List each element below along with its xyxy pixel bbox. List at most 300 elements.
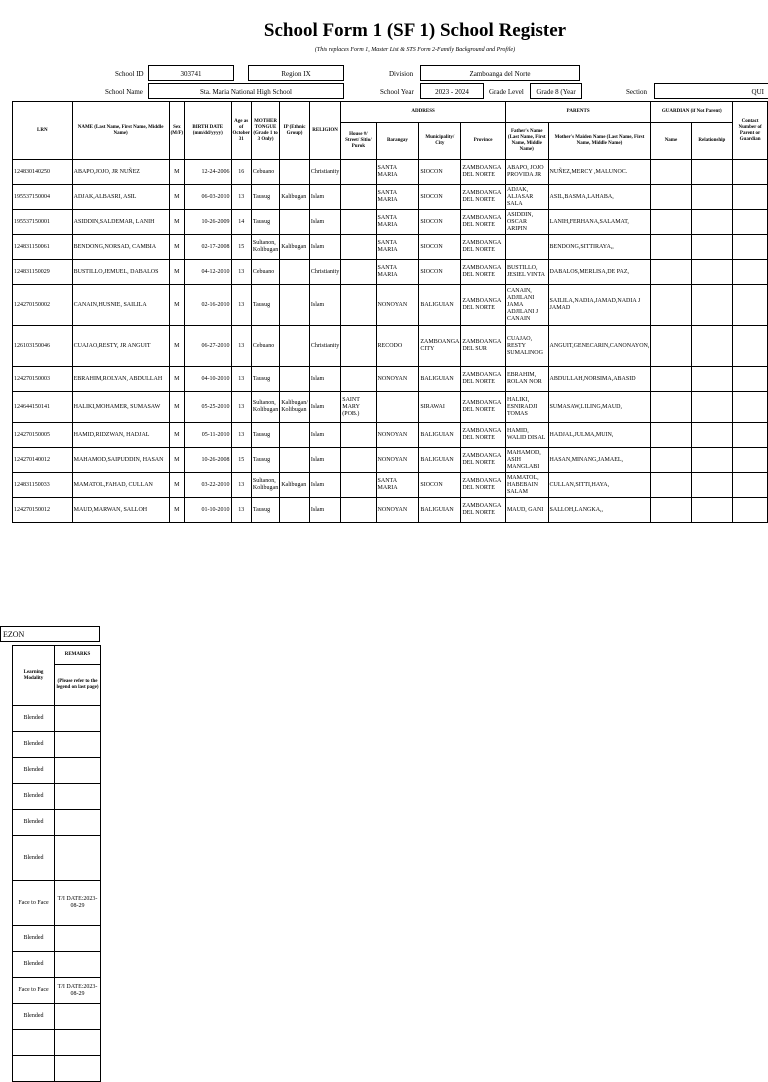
school-id-field: 303741	[148, 65, 234, 81]
cell-remarks	[55, 836, 101, 881]
table-row	[13, 210, 768, 235]
remarks-row	[13, 881, 101, 926]
cell-municipality: BALIGUIAN	[419, 367, 461, 392]
region-field: Region IX	[248, 65, 344, 81]
cell-age: 13	[231, 392, 251, 423]
cell-municipality: SIOCON	[419, 235, 461, 260]
col-remarks-note: (Please refer to the legend on last page)	[55, 665, 101, 706]
col-barangay: Barangay	[376, 123, 419, 160]
cell-province: ZAMBOANGA DEL NORTE	[461, 473, 506, 498]
table-row	[13, 185, 768, 210]
cell-remarks: T/I DATE:2023-08-29	[55, 881, 101, 926]
cell-father: MAUD, GANI	[505, 498, 548, 523]
cell-age: 15	[231, 235, 251, 260]
cell-guardian-relationship	[691, 423, 733, 448]
cell-sex: M	[169, 498, 185, 523]
cell-sex: M	[169, 448, 185, 473]
cell-lrn: 195537150004	[13, 185, 73, 210]
cell-guardian-name	[651, 392, 691, 423]
cell-mother-tongue: Tausug	[251, 498, 279, 523]
cell-age: 13	[231, 285, 251, 326]
col-age: Age as of October 31	[231, 102, 251, 160]
cell-learning-modality: Face to Face	[13, 881, 55, 926]
table-row	[13, 423, 768, 448]
cell-sex: M	[169, 160, 185, 185]
cell-learning-modality: Blended	[13, 758, 55, 784]
cell-sex: M	[169, 210, 185, 235]
cell-municipality: SIRAWAI	[419, 392, 461, 423]
cell-mother: ANGUIT,GENECARIN,CANONAYON,	[548, 326, 651, 367]
cell-barangay: NONOYAN	[376, 285, 419, 326]
cell-name: BUSTILLO,JEMUEL, DABALOS	[72, 260, 169, 285]
cell-mother: HADJAL,JULMA,MUIN,	[548, 423, 651, 448]
cell-ip	[280, 210, 310, 235]
cell-mother-tongue: Cebuano	[251, 260, 279, 285]
cell-sex: M	[169, 326, 185, 367]
cell-religion: Islam	[309, 285, 340, 326]
cell-age: 14	[231, 210, 251, 235]
cell-house: SAINT MARY (POB.)	[341, 392, 376, 423]
col-guardian-name: Name	[651, 123, 691, 160]
cell-lrn: 124270150005	[13, 423, 73, 448]
cell-birth-date: 02-16-2010	[185, 285, 231, 326]
col-guardian-relationship: Relationship	[691, 123, 733, 160]
cell-religion: Christianity	[309, 160, 340, 185]
cell-name: HAMID,RIDZWAN, HADJAL	[72, 423, 169, 448]
cell-name: ABAPO,JOJO, JR NUÑEZ	[72, 160, 169, 185]
cell-age: 13	[231, 473, 251, 498]
cell-remarks	[55, 1004, 101, 1030]
remarks-row	[13, 758, 101, 784]
cell-sex: M	[169, 473, 185, 498]
cell-guardian-name	[651, 285, 691, 326]
table-row	[13, 326, 768, 367]
cell-province: ZAMBOANGA DEL NORTE	[461, 448, 506, 473]
cell-mother-tongue: Cebuano	[251, 326, 279, 367]
cell-age: 13	[231, 423, 251, 448]
cell-municipality: SIOCON	[419, 160, 461, 185]
cell-municipality: SIOCON	[419, 210, 461, 235]
col-contact: Contact Number of Parent or Guardian	[733, 102, 768, 160]
cell-name: MAHAMOD,SAIPUDDIN, HASAN	[72, 448, 169, 473]
cell-municipality: ZAMBOANGA CITY	[419, 326, 461, 367]
cell-guardian-name	[651, 367, 691, 392]
cell-religion: Christianity	[309, 326, 340, 367]
school-name-field: Sta. Maria National High School	[148, 83, 344, 99]
cell-guardian-relationship	[691, 326, 733, 367]
division-field: Zamboanga del Norte	[420, 65, 580, 81]
cell-house	[341, 210, 376, 235]
cell-mother-tongue: Tausug	[251, 210, 279, 235]
remarks-row	[13, 784, 101, 810]
cell-contact	[733, 326, 768, 367]
cell-mother-tongue: Tausug	[251, 367, 279, 392]
cell-province: ZAMBOANGA DEL NORTE	[461, 185, 506, 210]
cell-birth-date: 05-25-2010	[185, 392, 231, 423]
cell-province: ZAMBOANGA DEL NORTE	[461, 160, 506, 185]
cell-barangay: SANTA MARIA	[376, 260, 419, 285]
cell-guardian-relationship	[691, 260, 733, 285]
cell-barangay: NONOYAN	[376, 367, 419, 392]
cell-birth-date: 04-12-2010	[185, 260, 231, 285]
cell-contact	[733, 235, 768, 260]
table-row	[13, 473, 768, 498]
cell-ip	[280, 498, 310, 523]
col-ip: IP (Ethnic Group)	[280, 102, 310, 160]
cell-learning-modality	[13, 1056, 55, 1082]
remarks-row	[13, 836, 101, 881]
cell-barangay: SANTA MARIA	[376, 473, 419, 498]
cell-house	[341, 498, 376, 523]
cell-learning-modality: Blended	[13, 706, 55, 732]
cell-remarks	[55, 1056, 101, 1082]
cell-father: HAMID, WALID DISAL	[505, 423, 548, 448]
col-name: NAME (Last Name, First Name, Middle Name)	[72, 102, 169, 160]
col-house: House #/ Street/ Sitio/ Purok	[341, 123, 376, 160]
cell-guardian-relationship	[691, 185, 733, 210]
col-municipality: Municipality/ City	[419, 123, 461, 160]
remarks-row	[13, 1004, 101, 1030]
cell-mother-tongue: Cebuano	[251, 160, 279, 185]
cell-religion: Islam	[309, 367, 340, 392]
cell-province: ZAMBOANGA DEL SUR	[461, 326, 506, 367]
cell-guardian-name	[651, 210, 691, 235]
cell-name: CANAIN,HUSNIE, SAILILA	[72, 285, 169, 326]
cell-remarks	[55, 952, 101, 978]
cell-name: CUAJAO,RESTY, JR ANGUIT	[72, 326, 169, 367]
cell-sex: M	[169, 235, 185, 260]
cell-name: HALIKI,MOHAMER, SUMASAW	[72, 392, 169, 423]
cell-sex: M	[169, 260, 185, 285]
cell-province: ZAMBOANGA DEL NORTE	[461, 210, 506, 235]
cell-father: ABAPO, JOJO PROVIDA JR	[505, 160, 548, 185]
remarks-row	[13, 926, 101, 952]
cell-father: EBRAHIM, ROLAN NOR	[505, 367, 548, 392]
remarks-row	[13, 732, 101, 758]
grade-level-field: Grade 8 (Year	[530, 83, 582, 99]
cell-father: MAHAMOD, ASIH MANGLABI	[505, 448, 548, 473]
cell-father: HALIKI, ESNIRADJI TOMAS	[505, 392, 548, 423]
school-year-label: School Year	[380, 88, 414, 96]
cell-municipality: BALIGUIAN	[419, 285, 461, 326]
cell-name: MAMATOL,FAHAD, CULLAN	[72, 473, 169, 498]
table-row	[13, 285, 768, 326]
form-subtitle: (This replaces Form 1, Master List & STS Form 2-Family Background and Profile)	[314, 47, 516, 53]
cell-birth-date: 03-22-2010	[185, 473, 231, 498]
cell-house	[341, 367, 376, 392]
cell-remarks	[55, 1030, 101, 1056]
cell-barangay: NONOYAN	[376, 448, 419, 473]
col-father: Father's Name (Last Name, First Name, Middle Name)	[505, 123, 548, 160]
cell-guardian-name	[651, 326, 691, 367]
cell-guardian-name	[651, 423, 691, 448]
division-label: Division	[389, 70, 414, 78]
cell-sex: M	[169, 392, 185, 423]
remarks-table	[12, 645, 101, 1082]
table-row	[13, 235, 768, 260]
cell-religion: Islam	[309, 448, 340, 473]
cell-lrn: 124270150012	[13, 498, 73, 523]
cell-learning-modality: Blended	[13, 784, 55, 810]
cell-mother: SUMASAW,LILING,MAUD,	[548, 392, 651, 423]
school-name-label: School Name	[105, 88, 143, 96]
cell-remarks	[55, 810, 101, 836]
cell-contact	[733, 260, 768, 285]
cell-barangay: SANTA MARIA	[376, 210, 419, 235]
cell-mother: DABALOS,MERLISA,DE PAZ,	[548, 260, 651, 285]
cell-name: ASIDDIN,SALDEMAR, LANIH	[72, 210, 169, 235]
col-sex: Sex (M/F)	[169, 102, 185, 160]
cell-guardian-relationship	[691, 210, 733, 235]
cell-age: 13	[231, 260, 251, 285]
cell-mother-tongue: Sultanon, Kolibugan	[251, 235, 279, 260]
cell-house	[341, 285, 376, 326]
cell-father	[505, 235, 548, 260]
cell-lrn: 126103150046	[13, 326, 73, 367]
cell-municipality: BALIGUIAN	[419, 498, 461, 523]
cell-religion: Islam	[309, 498, 340, 523]
col-address: ADDRESS	[341, 102, 506, 123]
cell-lrn: 195537150001	[13, 210, 73, 235]
col-guardian: GUARDIAN (if Not Parent)	[651, 102, 733, 123]
col-religion: RELIGION	[309, 102, 340, 160]
cell-mother: HASAN,MINANG,JAMAEL,	[548, 448, 651, 473]
remarks-row	[13, 1056, 101, 1082]
cell-age: 13	[231, 185, 251, 210]
col-province: Province	[461, 123, 506, 160]
cell-municipality: BALIGUIAN	[419, 423, 461, 448]
cell-guardian-name	[651, 235, 691, 260]
cell-guardian-relationship	[691, 473, 733, 498]
cell-lrn: 124270150003	[13, 367, 73, 392]
cell-house	[341, 473, 376, 498]
cell-learning-modality: Blended	[13, 926, 55, 952]
cell-birth-date: 01-10-2010	[185, 498, 231, 523]
cell-mother-tongue: Sultanon, Kolibugan	[251, 392, 279, 423]
cell-guardian-relationship	[691, 392, 733, 423]
remarks-row	[13, 952, 101, 978]
cell-contact	[733, 185, 768, 210]
cell-barangay	[376, 392, 419, 423]
cell-province: ZAMBOANGA DEL NORTE	[461, 367, 506, 392]
remarks-row	[13, 706, 101, 732]
table-row	[13, 448, 768, 473]
cell-municipality: SIOCON	[419, 185, 461, 210]
cell-ip: Kalibugan	[280, 235, 310, 260]
cell-mother-tongue: Tausug	[251, 423, 279, 448]
cell-contact	[733, 210, 768, 235]
cell-remarks	[55, 732, 101, 758]
cell-barangay: NONOYAN	[376, 498, 419, 523]
cell-house	[341, 260, 376, 285]
section-field: QUI	[654, 83, 768, 99]
cell-municipality: SIOCON	[419, 260, 461, 285]
cell-guardian-name	[651, 473, 691, 498]
cell-barangay: SANTA MARIA	[376, 160, 419, 185]
cell-birth-date: 06-27-2010	[185, 326, 231, 367]
cell-father: MAMATOL, HABEBAIN SALAM	[505, 473, 548, 498]
cell-birth-date: 10-26-2009	[185, 210, 231, 235]
cell-municipality: SIOCON	[419, 473, 461, 498]
cell-name: EBRAHIM,ROLYAN, ABDULLAH	[72, 367, 169, 392]
cell-birth-date: 12-24-2006	[185, 160, 231, 185]
cell-house	[341, 235, 376, 260]
cell-house	[341, 448, 376, 473]
cell-province: ZAMBOANGA DEL NORTE	[461, 498, 506, 523]
cell-guardian-name	[651, 448, 691, 473]
grade-level-label: Grade Level	[489, 88, 524, 96]
cell-mother: CULLAN,SITTI,HAYA,	[548, 473, 651, 498]
cell-age: 15	[231, 448, 251, 473]
cell-lrn: 124831150033	[13, 473, 73, 498]
col-birth-date: BIRTH DATE (mm/dd/yyyy)	[185, 102, 231, 160]
cell-mother: SALLOH,LANGKA,,	[548, 498, 651, 523]
cell-learning-modality: Face to Face	[13, 978, 55, 1004]
cell-religion: Islam	[309, 235, 340, 260]
cell-mother-tongue: Tausug	[251, 285, 279, 326]
cell-ip	[280, 326, 310, 367]
cell-learning-modality	[13, 1030, 55, 1056]
cell-lrn: 124644150141	[13, 392, 73, 423]
cell-remarks: T/I DATE:2023-08-29	[55, 978, 101, 1004]
cell-house	[341, 326, 376, 367]
cell-birth-date: 05-11-2010	[185, 423, 231, 448]
table-row	[13, 392, 768, 423]
cell-barangay: RECODO	[376, 326, 419, 367]
cell-religion: Islam	[309, 392, 340, 423]
cell-contact	[733, 160, 768, 185]
cell-learning-modality: Blended	[13, 952, 55, 978]
cell-sex: M	[169, 423, 185, 448]
cell-lrn: 124830140250	[13, 160, 73, 185]
cell-barangay: SANTA MARIA	[376, 185, 419, 210]
register-table	[12, 101, 768, 523]
cell-lrn: 124270150002	[13, 285, 73, 326]
col-mother: Mother's Maiden Name (Last Name, First Name, Middle Name)	[548, 123, 651, 160]
cell-contact	[733, 285, 768, 326]
cell-religion: Islam	[309, 423, 340, 448]
cell-contact	[733, 392, 768, 423]
cell-mother-tongue: Sultanon, Kolibugan	[251, 473, 279, 498]
cell-age: 13	[231, 498, 251, 523]
cell-birth-date: 04-10-2010	[185, 367, 231, 392]
cell-province: ZAMBOANGA DEL NORTE	[461, 423, 506, 448]
col-parents: PARENTS	[505, 102, 650, 123]
cell-municipality: BALIGUIAN	[419, 448, 461, 473]
cell-province: ZAMBOANGA DEL NORTE	[461, 285, 506, 326]
cell-ip	[280, 448, 310, 473]
cell-lrn: 124831150029	[13, 260, 73, 285]
cell-contact	[733, 498, 768, 523]
cell-name: BENDONG,NORSAD, CAMBIA	[72, 235, 169, 260]
cell-ip: Kalibugan	[280, 473, 310, 498]
cell-mother: ASIL,BASMA,LAHABA,	[548, 185, 651, 210]
cell-ip	[280, 423, 310, 448]
cell-age: 13	[231, 367, 251, 392]
cell-guardian-relationship	[691, 498, 733, 523]
cell-father: CUAJAO, RESTY SUMALINOG	[505, 326, 548, 367]
cell-remarks	[55, 706, 101, 732]
cell-birth-date: 10-26-2008	[185, 448, 231, 473]
cell-father: ADJAK, ALJASAR SALA	[505, 185, 548, 210]
cell-guardian-relationship	[691, 448, 733, 473]
col-learning-modality: Learning Modality	[13, 646, 55, 706]
cell-guardian-name	[651, 185, 691, 210]
cell-ip	[280, 260, 310, 285]
cell-barangay: SANTA MARIA	[376, 235, 419, 260]
section-label: Section	[626, 88, 647, 96]
cell-remarks	[55, 758, 101, 784]
cell-house	[341, 185, 376, 210]
cell-mother: NUÑEZ,MERCY ,MALUNOC.	[548, 160, 651, 185]
col-mother-tongue: MOTHER TONGUE (Grade 1 to 3 Only)	[251, 102, 279, 160]
cell-sex: M	[169, 367, 185, 392]
cell-religion: Islam	[309, 210, 340, 235]
cell-ip	[280, 367, 310, 392]
cell-contact	[733, 423, 768, 448]
cell-name: MAUD,MARWAN, SALLOH	[72, 498, 169, 523]
cell-mother-tongue: Tausug	[251, 448, 279, 473]
table-row	[13, 260, 768, 285]
cell-guardian-relationship	[691, 160, 733, 185]
school-year-field: 2023 - 2024	[420, 83, 484, 99]
cell-ip	[280, 160, 310, 185]
cell-age: 13	[231, 326, 251, 367]
cell-guardian-relationship	[691, 367, 733, 392]
remarks-row	[13, 1030, 101, 1056]
cell-lrn: 124831150061	[13, 235, 73, 260]
cell-religion: Islam	[309, 185, 340, 210]
cell-ip: Kalibugan	[280, 185, 310, 210]
cell-religion: Islam	[309, 473, 340, 498]
remarks-row	[13, 978, 101, 1004]
cell-name: ADJAK,ALBASRI, ASIL	[72, 185, 169, 210]
cell-contact	[733, 473, 768, 498]
cell-guardian-name	[651, 260, 691, 285]
cell-lrn: 124270140012	[13, 448, 73, 473]
cell-learning-modality: Blended	[13, 1004, 55, 1030]
cell-province: ZAMBOANGA DEL NORTE	[461, 235, 506, 260]
cell-learning-modality: Blended	[13, 732, 55, 758]
cell-mother: SAILILA,NADIA,JAMAD,NADIA J JAMAD	[548, 285, 651, 326]
form-title: School Form 1 (SF 1) School Register	[263, 20, 567, 41]
cell-contact	[733, 448, 768, 473]
col-remarks: REMARKS	[55, 646, 101, 665]
cell-house	[341, 160, 376, 185]
cell-birth-date: 06-03-2010	[185, 185, 231, 210]
cell-ip: Kalibugan/ Kolibugan	[280, 392, 310, 423]
cell-contact	[733, 367, 768, 392]
cell-guardian-name	[651, 160, 691, 185]
cell-mother: LANIH,FERHANA,SALAMAT,	[548, 210, 651, 235]
cell-guardian-relationship	[691, 235, 733, 260]
cell-father: BUSTILLO, JESIEL VINTA	[505, 260, 548, 285]
table-row	[13, 498, 768, 523]
cell-learning-modality: Blended	[13, 810, 55, 836]
cell-learning-modality: Blended	[13, 836, 55, 881]
cell-birth-date: 02-17-2008	[185, 235, 231, 260]
cell-ip	[280, 285, 310, 326]
cell-province: ZAMBOANGA DEL NORTE	[461, 392, 506, 423]
cell-house	[341, 423, 376, 448]
cell-father: CANAIN, ADJILANI JAMA ADJILANI J CANAIN	[505, 285, 548, 326]
cell-guardian-name	[651, 498, 691, 523]
remarks-row	[13, 810, 101, 836]
section-continuation: EZON	[0, 626, 100, 642]
table-row	[13, 160, 768, 185]
cell-barangay: NONOYAN	[376, 423, 419, 448]
col-lrn: LRN	[13, 102, 73, 160]
